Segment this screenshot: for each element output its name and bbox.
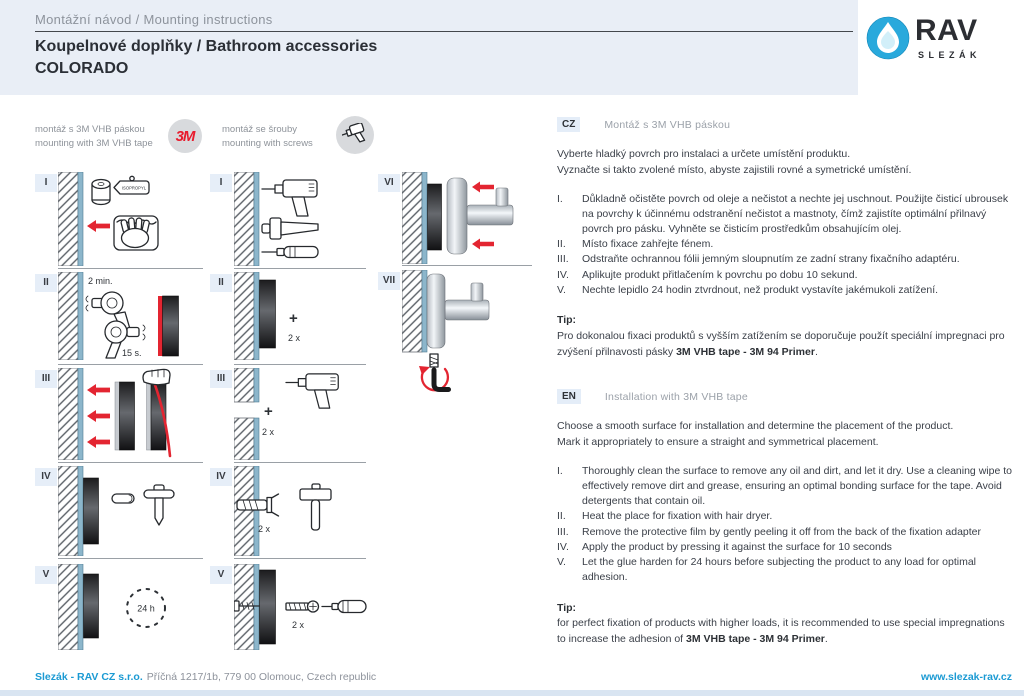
intro-line: Choose a smooth surface for installation and determine the placement of the product.	[557, 420, 954, 433]
illustration-screws-5-screw	[234, 564, 368, 650]
wall-strip	[254, 564, 259, 650]
company-address: Příčná 1217/1b, 779 00 Olomouc, Czech republic	[146, 671, 377, 683]
wall-strip	[78, 368, 83, 460]
logo-sub-text: SLEZÁK	[918, 50, 981, 60]
illustration-screws-2-adapter	[234, 272, 368, 360]
red-arrow-left-icon	[87, 220, 110, 232]
red-arrow-left-icon	[87, 410, 110, 422]
wall-hatch	[234, 172, 254, 266]
wall-strip	[78, 272, 83, 360]
isopropyl-bottle-icon	[114, 176, 149, 194]
count-note: 2 x	[288, 333, 301, 343]
list-item: III. Odstraňte ochrannou fólii jemným sloupnutím ze zadní strany fixačního adaptéru.	[557, 253, 960, 266]
wall-strip	[254, 418, 259, 460]
method-tape-label: montáž s 3M VHB páskou mounting with 3M VHB tape	[35, 124, 153, 149]
illustration-screws-4-anchor	[234, 466, 368, 556]
logo-brand-text: RAV	[915, 14, 978, 47]
row-divider	[234, 558, 366, 559]
row-divider	[234, 364, 366, 365]
intro-line: Vyznačte si takto zvolené místo, abyste zajistili rovné a symetrické umístění.	[557, 163, 912, 176]
illustration-screws-3-drillhole	[234, 368, 368, 460]
duration-note: 2 min.	[88, 276, 113, 286]
wall-strip	[422, 270, 427, 352]
list-item: I. Thoroughly clean the surface to remove any oil and dirt, and let it dry. Use a cleaning wipe to effectively remove dirt and grease, ensuring an optimal bonding surface for the tape. Avoid detergents that contain oil.	[557, 464, 1012, 508]
screw-icon	[286, 601, 319, 612]
24h-clock-icon	[127, 589, 165, 627]
list-item: II. Heat the place for fixation with hair dryer.	[557, 510, 773, 523]
red-arrow-left-icon	[87, 436, 110, 448]
list-item: V. Nechte lepidlo 24 hodin ztvrdnout, než produkt vystavíte jakémukoli zatížení.	[557, 283, 939, 296]
drill-badge-icon	[336, 116, 374, 154]
adapter-on-wall-icon	[84, 574, 99, 638]
heat-waves	[143, 325, 145, 340]
wall-hatch	[234, 272, 254, 360]
step-screws-1-label: I	[210, 174, 232, 192]
wall-hatch	[58, 272, 78, 360]
step-tape-1-label: I	[35, 174, 57, 192]
heat-waves	[86, 296, 88, 311]
section-title-cz: Montáž s 3M VHB páskou	[604, 119, 731, 131]
product-mounted-icon	[427, 274, 489, 348]
illustration-screws-1-tools	[234, 172, 368, 266]
illustration-tape-5-wait	[58, 564, 203, 650]
wall-hatch	[58, 368, 78, 460]
hammer-icon	[300, 484, 331, 530]
wall-strip	[254, 368, 259, 402]
footer-company-address	[35, 671, 376, 683]
brand-logo	[858, 0, 1024, 95]
svg-text:ISOPROPYL: ISOPROPYL	[121, 185, 147, 191]
step-screws-2-label: II	[210, 274, 232, 292]
water-drop-icon	[866, 16, 910, 60]
company-name: Slezák - RAV CZ s.r.o.	[35, 671, 143, 683]
count-note: 2 x	[258, 524, 271, 534]
wall-strip	[254, 172, 259, 266]
step-tape-3-label: III	[35, 370, 57, 388]
illustration-final-6-pushon	[402, 172, 532, 264]
wall-hatch	[234, 466, 254, 556]
header-divider	[35, 31, 853, 32]
illustration-tape-1-clean	[58, 172, 203, 266]
product-series-title: COLORADO	[35, 60, 129, 77]
spacer-sleeve-icon	[112, 494, 134, 503]
tip-cz: Tip: Pro dokonalou fixaci produktů s vyšším zatížením se doporučuje použít speciální impregnaci pro zvýšení přilnavosti pásky 3M VHB tape - 3M 94 Primer.	[557, 314, 1005, 358]
wall-hatch	[58, 172, 78, 266]
illustration-tape-4-apply	[58, 466, 203, 556]
bottom-accent-strip	[0, 690, 1024, 696]
illustration-final-7-lock	[402, 270, 532, 398]
method-screws-label: montáž se šrouby mounting with screws	[222, 124, 313, 149]
step-tape-2-label: II	[35, 274, 57, 292]
step-tape-4-label: IV	[35, 468, 57, 486]
section-cz	[557, 117, 1014, 360]
list-item: IV. Aplikujte produkt přitlačením k povrchu po dobu 10 sekund.	[557, 268, 858, 281]
product-hook-icon	[144, 485, 174, 525]
3m-badge-icon: 3M	[168, 119, 202, 153]
language-chip-cz: CZ	[557, 117, 580, 132]
step-screws-5-label: V	[210, 566, 232, 584]
wall-strip	[254, 466, 259, 556]
red-arrow-left-icon	[87, 384, 110, 396]
wall-hatch	[234, 418, 254, 460]
count-note: 2 x	[292, 620, 305, 630]
red-arrow-left-icon	[472, 239, 494, 250]
row-divider	[58, 268, 203, 269]
hand-peeling-icon	[143, 369, 170, 384]
row-divider	[58, 364, 203, 365]
drill-icon	[286, 374, 338, 408]
hand-wiping-cloth-icon	[114, 216, 158, 250]
adapter-on-wall-icon	[428, 184, 442, 250]
list-item: III. Remove the protective film by gently peeling it off from the back of the fixation adapter	[557, 525, 982, 538]
drill-glyph	[342, 123, 368, 147]
language-chip-en: EN	[557, 389, 581, 404]
illustration-tape-3-peel	[58, 368, 203, 460]
section-title-en: Installation with 3M VHB tape	[604, 391, 748, 404]
adapter-on-wall-icon	[84, 478, 99, 544]
red-arrow-left-icon	[472, 182, 494, 193]
row-divider	[58, 558, 203, 559]
paper-towel-roll-icon	[92, 180, 110, 205]
page-title: Koupelnové doplňky / Bathroom accessories	[35, 38, 378, 55]
wall-strip	[78, 564, 83, 650]
wall-strip	[254, 272, 259, 360]
grub-screw-icon	[430, 354, 438, 367]
tip-en: Tip: for perfect fixation of products with higher loads, it is recommended to use special impregnations to increase the adhesion of 3M VHB tape - 3M 94 Primer.	[557, 601, 1005, 646]
row-divider	[234, 462, 366, 463]
adapter-screwed-icon	[260, 570, 276, 644]
plus-note: +	[289, 310, 298, 327]
fixation-adapter-icon	[115, 382, 135, 450]
screwdriver-icon	[262, 247, 318, 258]
drill-icon	[262, 180, 317, 216]
step-screws-3-label: III	[210, 370, 232, 388]
red-rotation-arrowhead	[419, 366, 430, 375]
instructions-panel	[557, 117, 1014, 648]
list-item: V. Let the glue harden for 24 hours before subjecting the product to any load for optimal adhesion.	[557, 556, 977, 584]
intro-line: Mark it appropriately to ensure a straight and symmetrical placement.	[557, 436, 879, 449]
steps-list-en	[557, 464, 1014, 586]
wall-hatch	[402, 172, 422, 264]
section-en	[557, 389, 1014, 648]
wall-strip	[78, 466, 83, 556]
wall-hatch	[402, 270, 422, 352]
illustration-tape-2-heat	[58, 272, 203, 360]
wall-hatch	[58, 564, 78, 650]
count-note: 2 x	[262, 427, 275, 437]
step-final-6-label: VI	[378, 174, 400, 192]
row-divider	[58, 462, 203, 463]
hammer-icon	[262, 218, 318, 239]
duration-note: 15 s.	[122, 348, 142, 358]
row-divider	[402, 265, 532, 266]
intro-line: Vyberte hladký povrch pro instalaci a určete umístění produktu.	[557, 148, 851, 160]
screwdriver-icon	[322, 601, 366, 613]
plus-note: +	[264, 403, 273, 420]
list-item: II. Místo fixace zahřejte fénem.	[557, 238, 714, 251]
row-divider	[234, 268, 366, 269]
document-subtitle: Montážní návod / Mounting instructions	[35, 12, 273, 27]
wall-hatch	[58, 466, 78, 556]
wall-strip	[78, 172, 83, 266]
wall-hatch	[234, 368, 254, 402]
adapter-with-vhb-tape-icon	[158, 296, 179, 356]
step-screws-4-label: IV	[210, 468, 232, 486]
list-item: IV. Apply the product by pressing it against the surface for 10 seconds	[557, 540, 892, 553]
list-item: I. Důkladně očistěte povrch od oleje a nečistot a nechte jej uschnout. Použijte čisticí ubrousek na povrchy k účinnému odstranění nečistot a mastnoty, čímž zajistíte optimální přilnavý povrch pro pásku. Vyhněte se čisticím prostředkům obsahujícím olej.	[557, 192, 1009, 235]
step-final-7-label: VII	[378, 272, 400, 290]
svg-text:24 h: 24 h	[137, 603, 155, 614]
steps-list-cz	[557, 192, 1014, 299]
wall-strip	[422, 172, 427, 264]
step-tape-5-label: V	[35, 566, 57, 584]
adapter-on-wall-icon	[260, 280, 276, 348]
website-link: www.slezak-rav.cz	[920, 671, 1012, 683]
